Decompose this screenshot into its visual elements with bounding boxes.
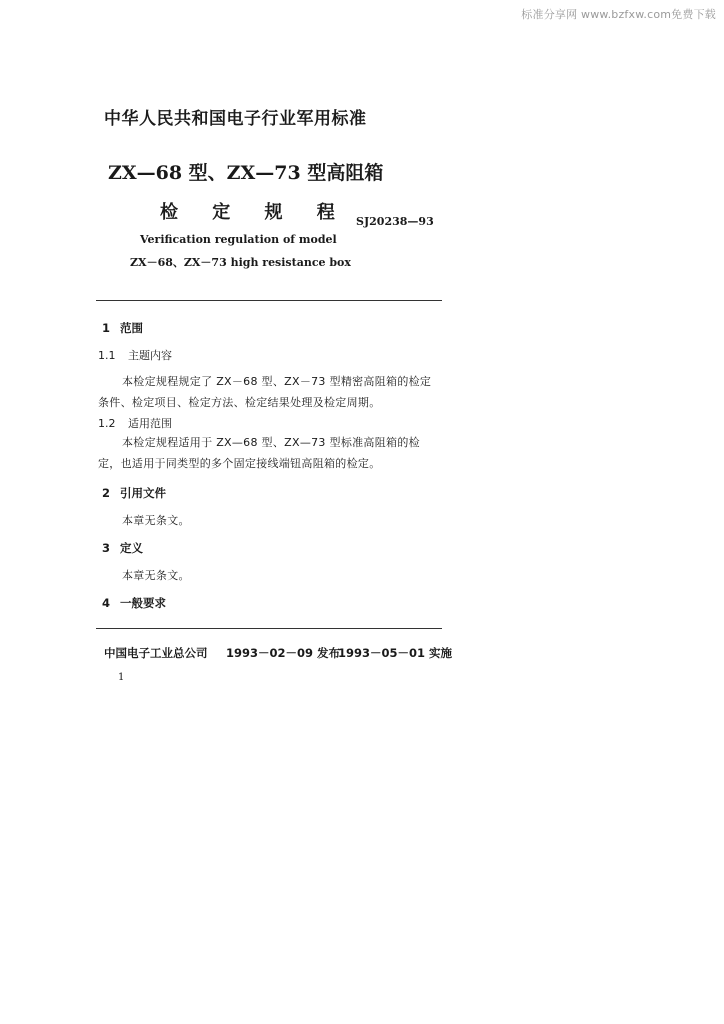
paragraph-line: 本检定规程适用于 ZX—68 型、ZX—73 型标准高阻箱的检 — [122, 436, 420, 449]
section-1-heading — [102, 320, 143, 336]
standard-type-heading: 中华人民共和国电子行业军用标准 — [104, 109, 367, 129]
english-title-line2: ZX－68、ZX－73 high resistance box — [130, 256, 351, 269]
english-title-line1: Verification regulation of model — [140, 233, 337, 246]
issue-date: 1993－02－09 发布 — [226, 646, 341, 660]
standard-number: SJ20238—93 — [356, 215, 434, 228]
issuer-name: 中国电子工业总公司 — [104, 646, 208, 660]
section-number: 1.2 — [98, 417, 116, 430]
paragraph-line: 本章无条文。 — [122, 514, 190, 527]
section-title: 一般要求 — [120, 596, 166, 610]
watermark-text: 标准分享网 www.bzfxw.com免费下载 — [521, 8, 716, 21]
section-number: 4 — [102, 596, 111, 610]
paragraph-line: 本检定规程规定了 ZX－68 型、ZX－73 型精密高阻箱的检定 — [122, 375, 432, 388]
section-3-heading — [102, 540, 143, 556]
paragraph-line: 本章无条文。 — [122, 569, 190, 582]
section-number: 1.1 — [98, 349, 116, 362]
section-title: 引用文件 — [120, 486, 166, 500]
section-title: 范围 — [120, 321, 143, 335]
bottom-divider — [96, 628, 442, 629]
paragraph-line: 条件、检定项目、检定方法、检定结果处理及检定周期。 — [98, 396, 381, 409]
section-title: 主题内容 — [128, 349, 172, 362]
section-1-2-heading — [98, 415, 172, 431]
section-number: 3 — [102, 541, 111, 555]
section-title: 定义 — [120, 541, 143, 555]
section-number: 1 — [102, 321, 111, 335]
document-subtitle: 检 定 规 程 — [160, 202, 349, 223]
top-divider — [96, 300, 442, 301]
page-number: 1 — [118, 672, 125, 683]
section-title: 适用范围 — [128, 417, 172, 430]
section-number: 2 — [102, 486, 111, 500]
section-1-1-heading — [98, 347, 172, 363]
section-2-heading — [102, 485, 166, 501]
document-title: ZX—68 型、ZX—73 型高阻箱 — [108, 162, 384, 184]
effective-date: 1993－05－01 实施 — [338, 646, 453, 660]
section-4-heading — [102, 595, 166, 611]
paragraph-line: 定，也适用于同类型的多个固定接线端钮高阻箱的检定。 — [98, 457, 381, 470]
